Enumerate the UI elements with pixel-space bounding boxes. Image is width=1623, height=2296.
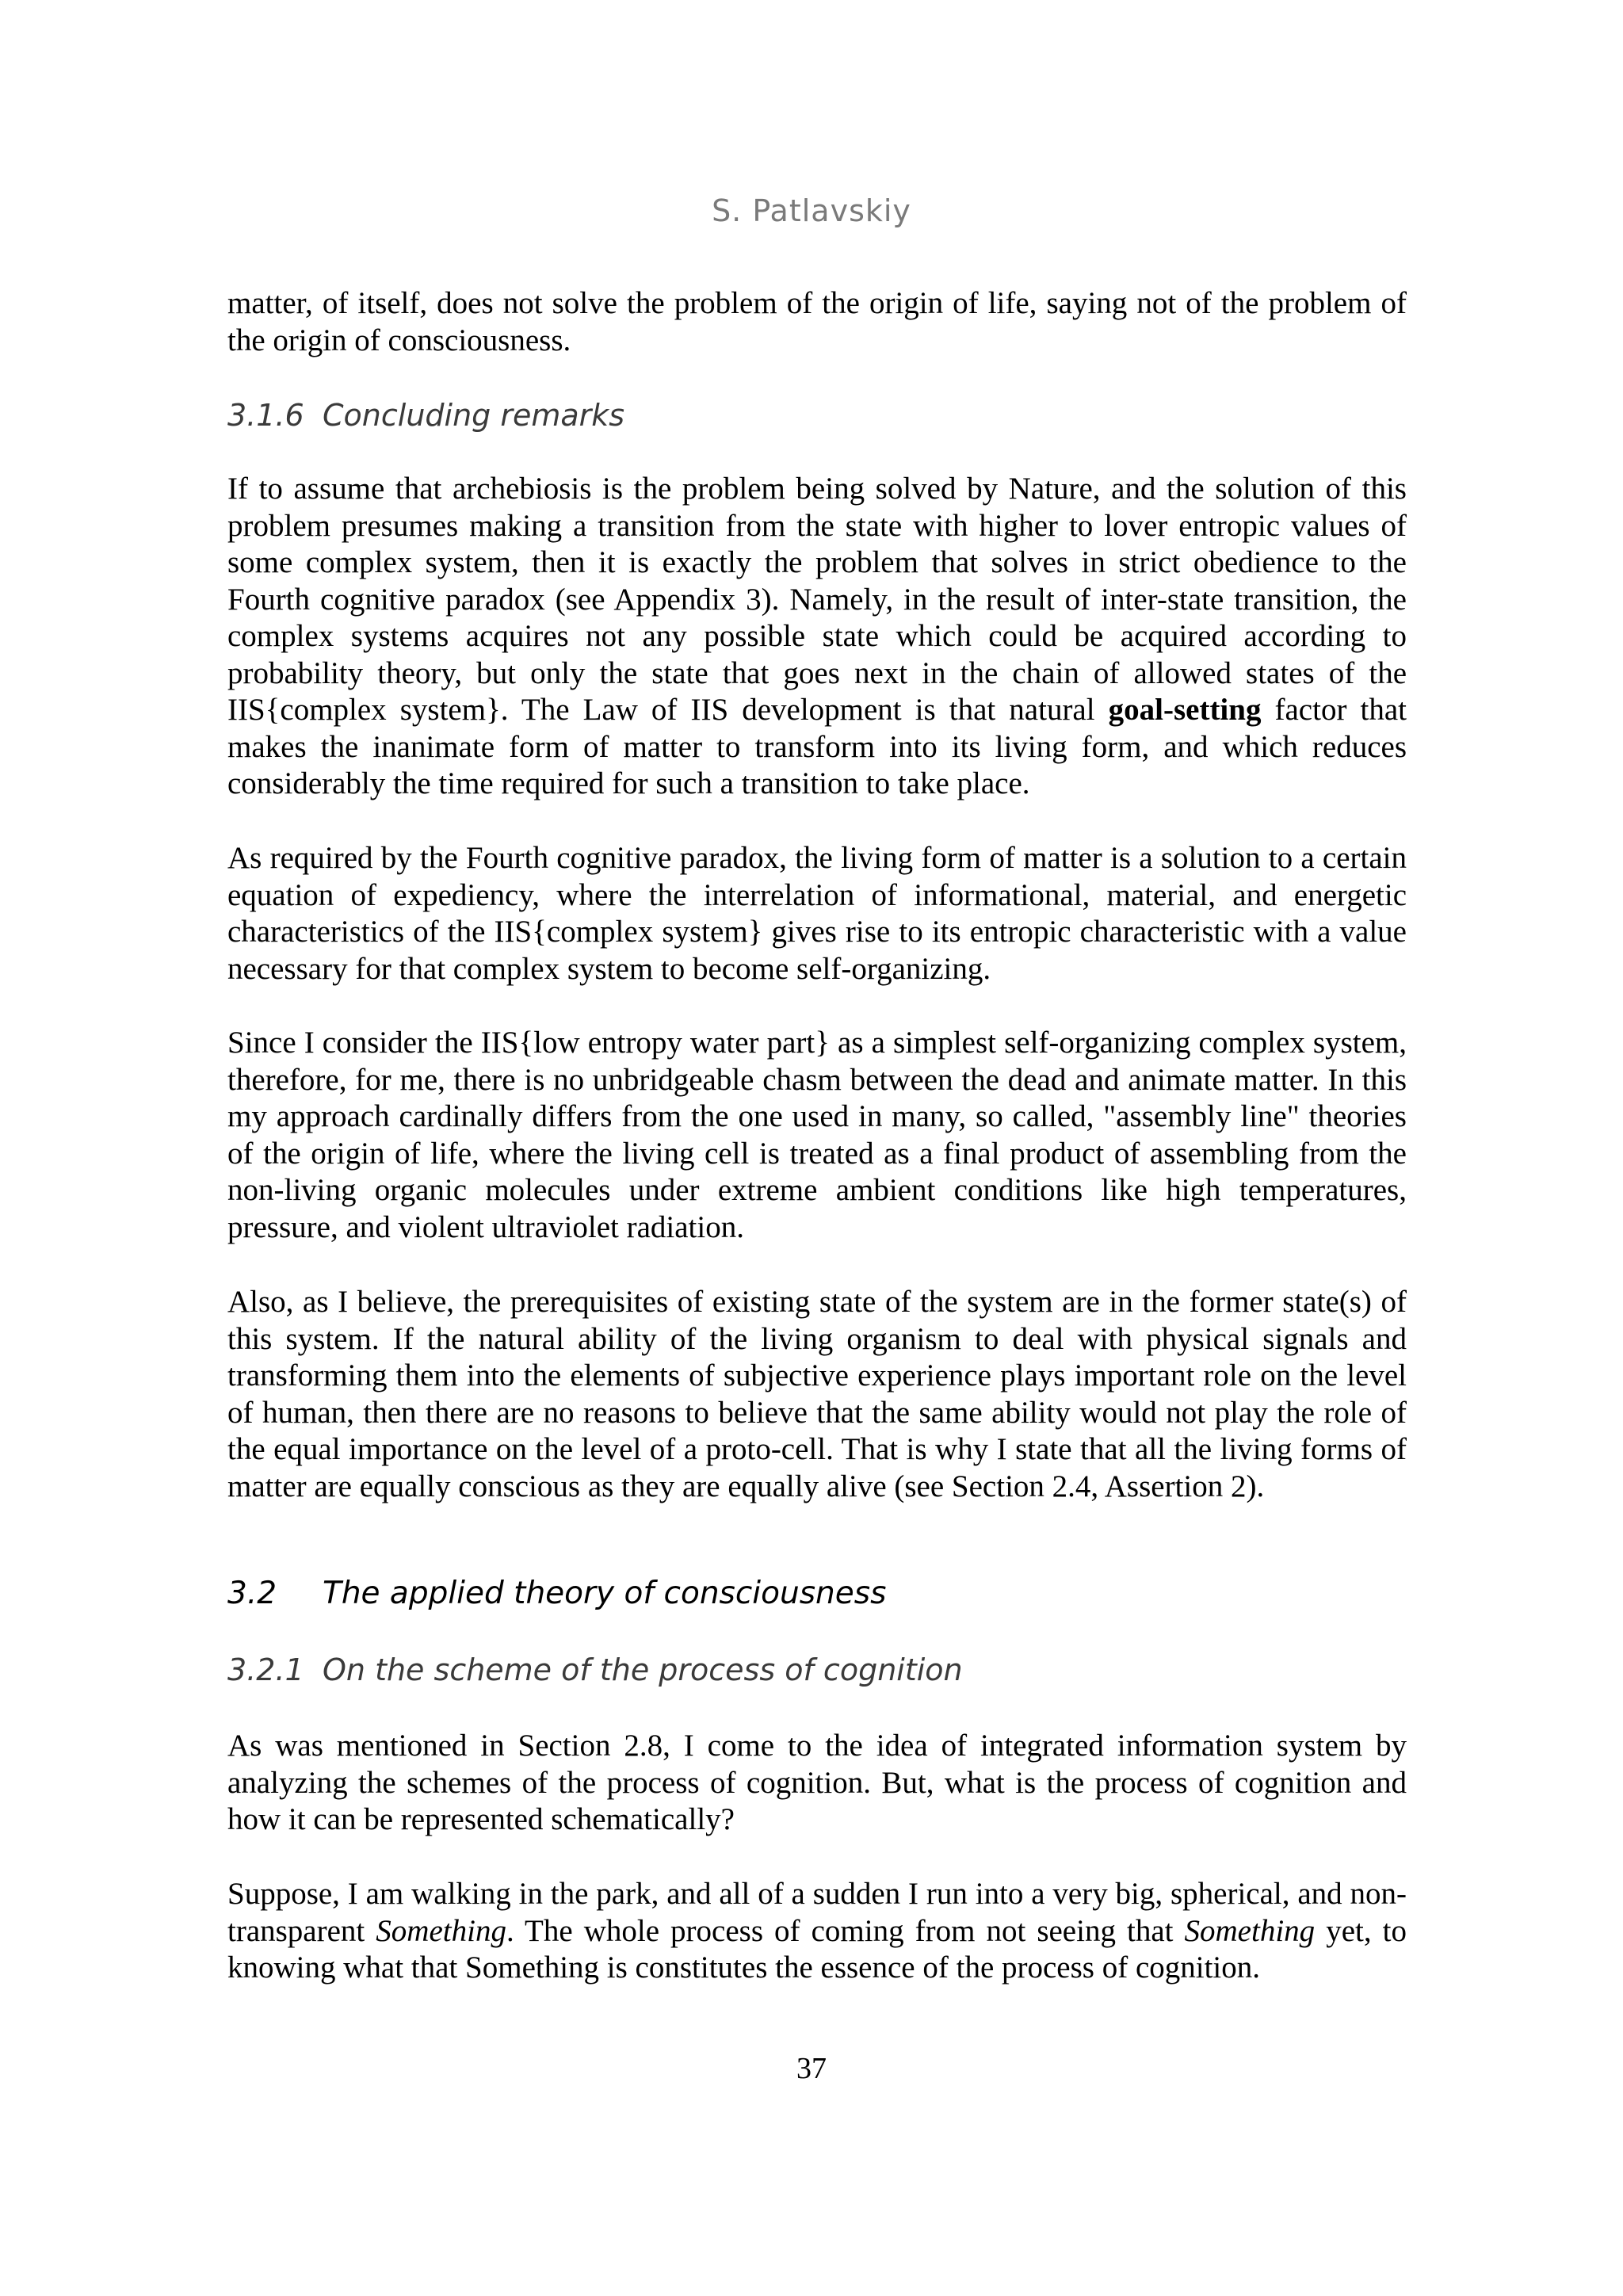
section-title: Concluding remarks	[323, 398, 625, 433]
italic-term-something: Something	[376, 1913, 506, 1948]
section-number: 3.2.1	[227, 1652, 304, 1687]
section-heading-3-1-6	[227, 396, 1407, 434]
paragraph-continuation	[227, 285, 1407, 359]
paragraph-low-entropy-water	[227, 1025, 1407, 1246]
section-heading-3-2-1	[227, 1651, 1407, 1689]
paragraph-archebiosis	[227, 471, 1407, 803]
paragraph-section-2-8	[227, 1728, 1407, 1839]
paragraph-text: As was mentioned in Section 2.8, I come to the idea of integrated information system by analyzing the schemes of the process of cognition. But, what is the process of cognition and how it can be represented schematically?	[227, 1729, 1407, 1836]
paragraph-text: yet, to knowing what that Something is constitutes the essence of the process of cognition.	[227, 1913, 1407, 1985]
paragraph-text: If to assume that archebiosis is the problem being solved by Nature, and the solution of this problem presumes making a transition from the state with higher to lover entropic values of some complex system, then it is exactly the problem that solves in strict obedience to the Fourth cognitive paradox (see Appendix 3). Namely, in the result of inter-state transition, the complex systems acquires not any possible state which could be acquired according to probability theory, but only the state that goes next in the chain of allowed states of the IIS{complex system}. The Law of IIS development is that natural	[227, 472, 1407, 727]
paragraph-fourth-paradox	[227, 840, 1407, 988]
section-heading-3-2	[227, 1575, 1407, 1613]
paragraph-text: Since I consider the IIS{low entropy water part} as a simplest self-organizing complex system, therefore, for me, there is no unbridgeable chasm between the dead and animate matter. In this my approach cardinally differs from the one used in many, so called, "assembly line" theories of the origin of life, where the living cell is treated as a final product of assembling from the non-living organic molecules under extreme ambient conditions like high temperatures, pressure, and violent ultraviolet radiation.	[227, 1026, 1407, 1244]
italic-term-something: Something	[1184, 1913, 1316, 1948]
paragraph-text: matter, of itself, does not solve the problem of the origin of life, saying not of the problem of the origin of consciousness.	[227, 286, 1407, 357]
section-title: On the scheme of the process of cognition	[323, 1652, 963, 1687]
paragraph-walking-in-park	[227, 1876, 1407, 1987]
section-number: 3.2	[227, 1576, 277, 1611]
running-head-author: S. Patlavskiy	[712, 193, 911, 228]
paragraph-text: Also, as I believe, the prerequisites of existing state of the system are in the former state(s) of this system. If the natural ability of the living organism to deal with physical signals and transforming them into the elements of subjective experience plays important role on the level of human, then there are no reasons to believe that the same ability would not play the role of the equal importance on the level of a proto-cell. That is why I state that all the living forms of matter are equally conscious as they are equally alive (see Section 2.4, Assertion 2).	[227, 1285, 1407, 1503]
page-number: 37	[796, 2052, 827, 2085]
paragraph-text: As required by the Fourth cognitive paradox, the living form of matter is a solution to a certain equation of expediency, where the interrelation of informational, material, and energetic characteristics of the IIS{complex system} gives rise to its entropic characteristic with a value necessary for that complex system to become self-organizing.	[227, 841, 1407, 986]
section-number: 3.1.6	[227, 398, 304, 433]
paragraph-prerequisites	[227, 1284, 1407, 1505]
section-title: The applied theory of consciousness	[323, 1576, 887, 1611]
paragraph-text: Suppose, I am walking in the park, and all of a sudden I run into a very big, spherical, and non-transparent	[227, 1877, 1407, 1948]
paragraph-text: . The whole process of coming from not seeing that	[506, 1913, 1185, 1948]
paragraph-text: factor that makes the inanimate form of matter to transform into its living form, and which reduces considerably the time required for such a transition to take place.	[227, 693, 1407, 800]
bold-term-goal-setting: goal-setting	[1108, 693, 1262, 727]
